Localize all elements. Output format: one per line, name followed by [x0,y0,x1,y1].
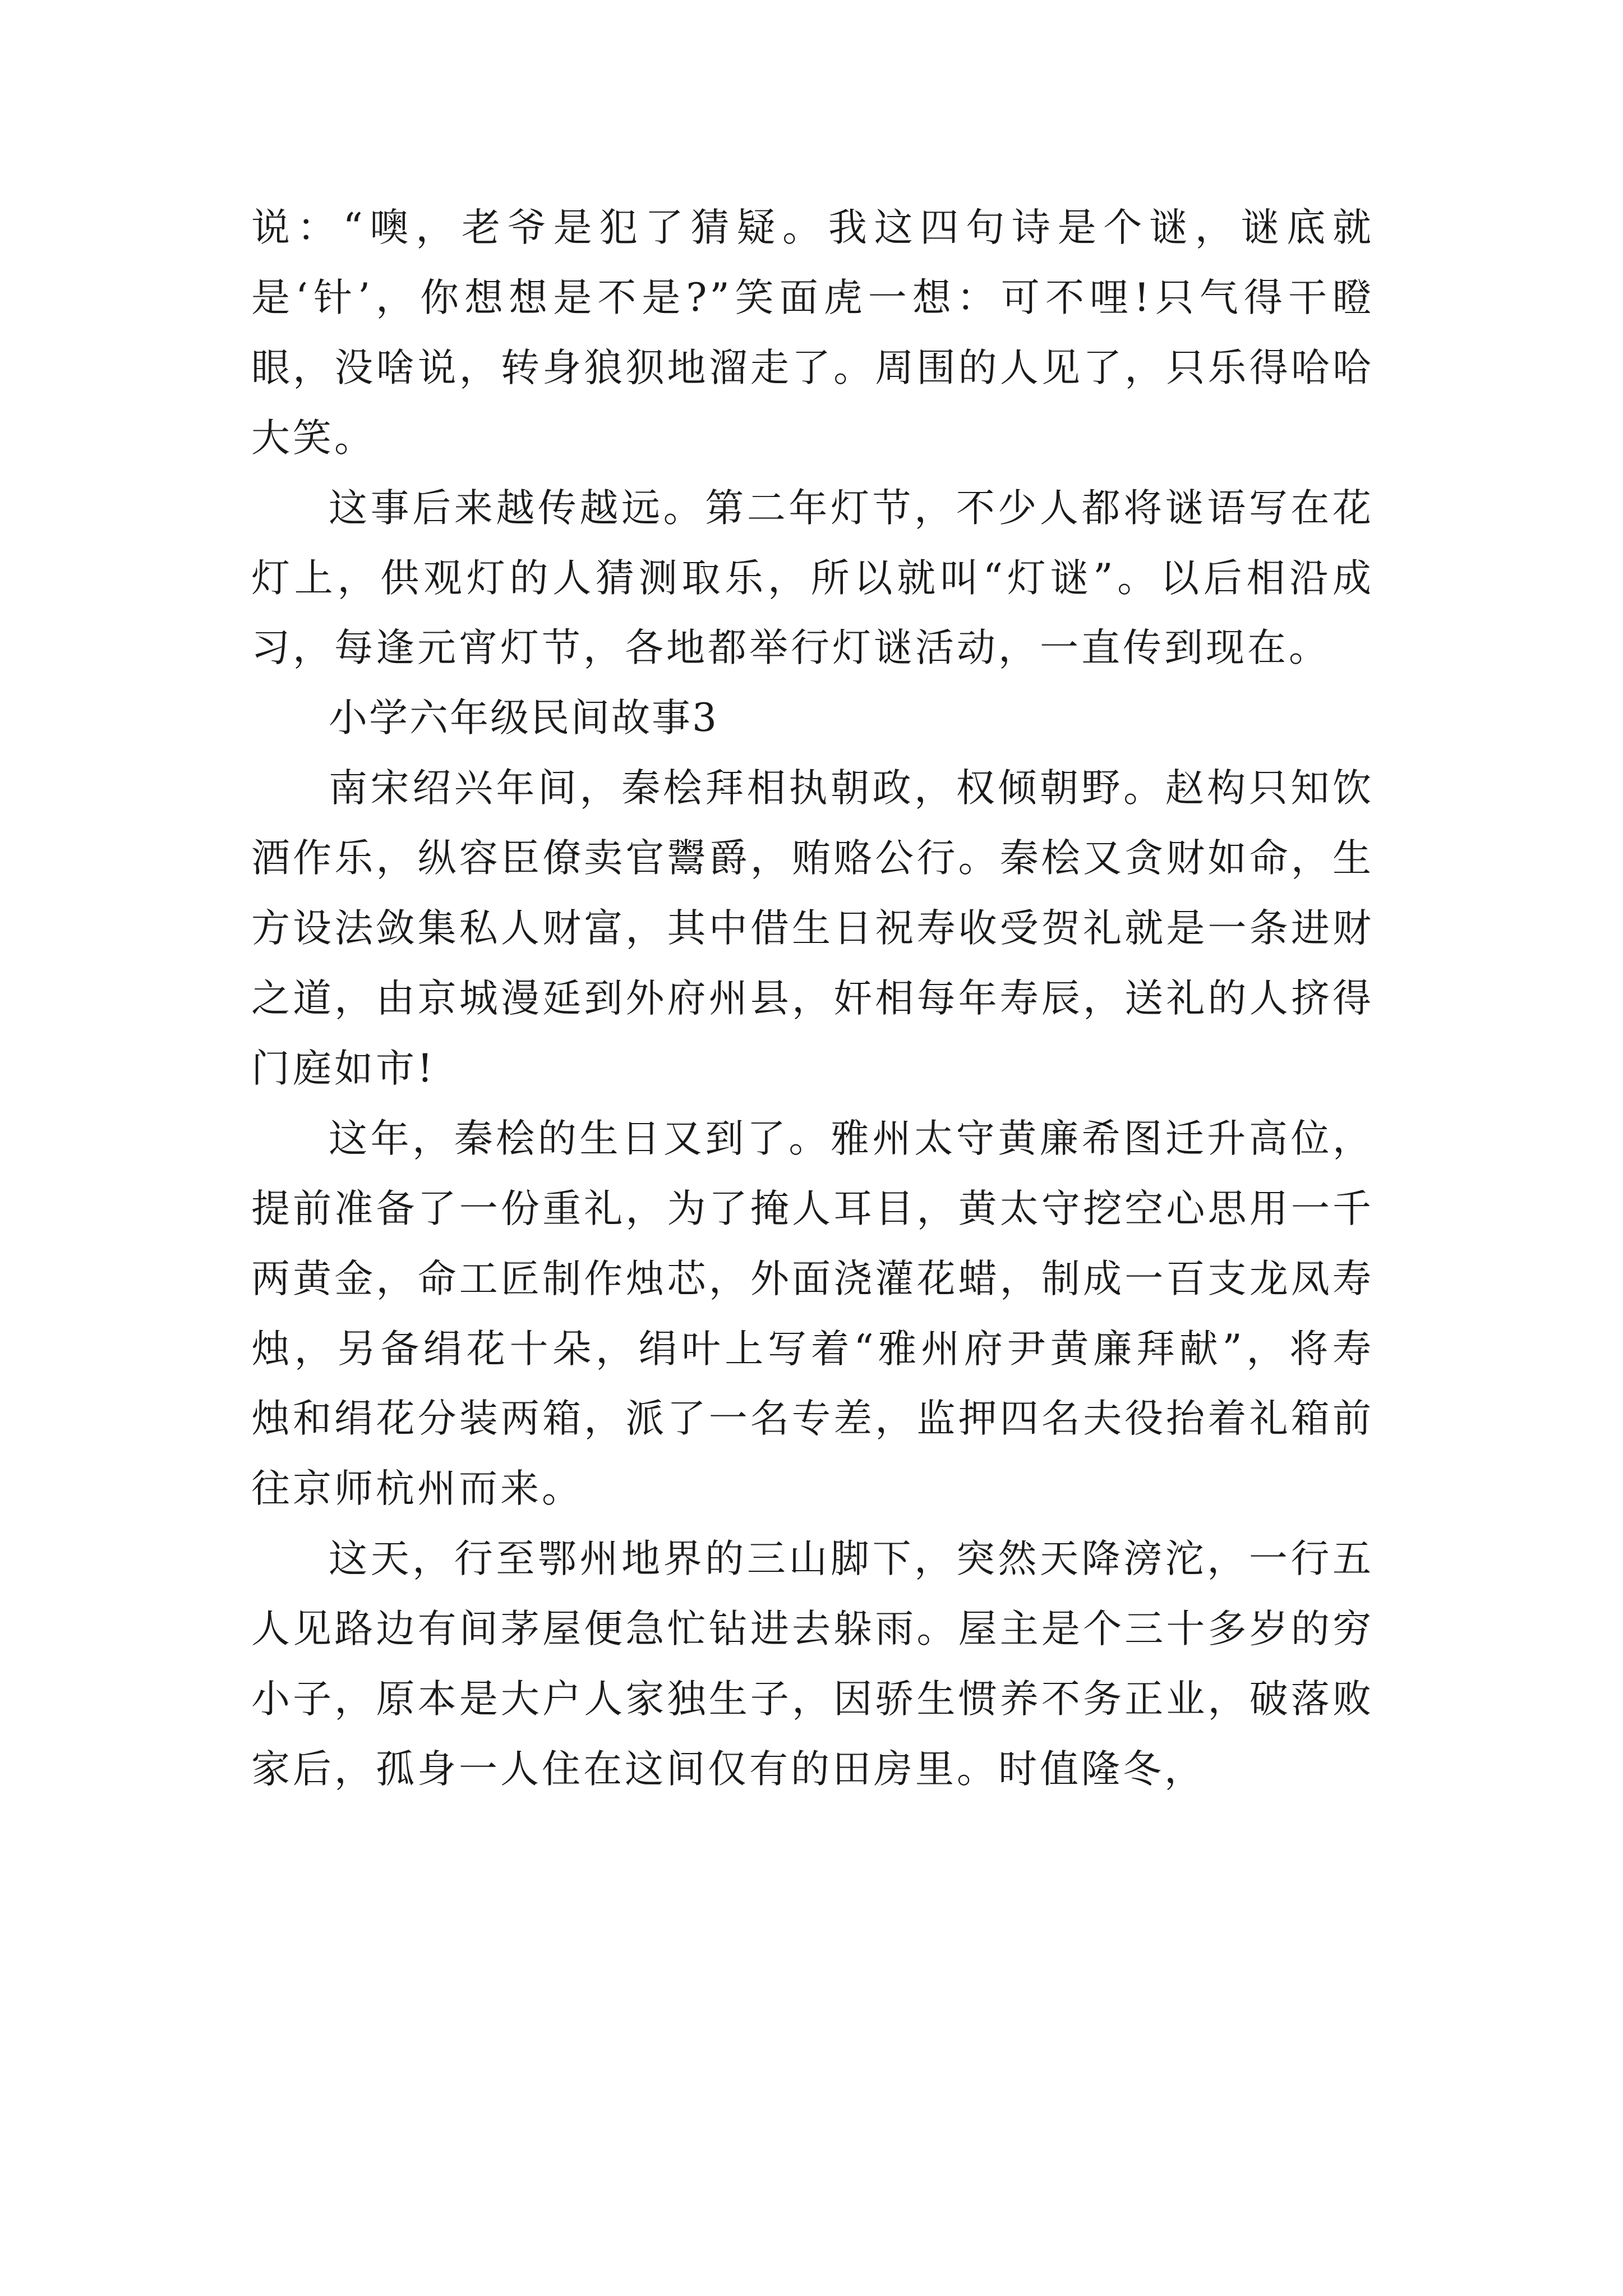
paragraph-story-ending: 说：“噢，老爷是犯了猜疑。我这四句诗是个谜，谜底就是‘针’，你想想是不是?”笑面虎一想：可不哩!只气得干瞪眼，没啥说，转身狼狈地溜走了。周围的人见了，只乐得哈哈大笑。 [251,205,1374,461]
section-heading: 小学六年级民间故事3 [329,696,718,741]
document-body [251,193,1374,1805]
paragraph-qin-hui-intro: 南宋绍兴年间，秦桧拜相执朝政，权倾朝野。赵构只知饮酒作乐，纵容臣僚卖官鬻爵，贿赂公行。秦桧又贪财如命，生方设法敛集私人财富，其中借生日祝寿收受贺礼就是一条进财之道，由京城漫延到外府州县，奸相每年寿辰，送礼的人挤得门庭如市! [251,766,1374,1091]
paragraph-lantern-riddle-origin: 这事后来越传越远。第二年灯节，不少人都将谜语写在花灯上，供观灯的人猜测取乐，所以就叫“灯谜”。以后相沿成习，每逢元宵灯节，各地都举行灯谜活动，一直传到现在。 [251,485,1374,671]
paragraph-huang-lian-gift: 这年，秦桧的生日又到了。雅州太守黄廉希图迁升高位，提前准备了一份重礼，为了掩人耳目，黄太守挖空心思用一千两黄金，命工匠制作烛芯，外面浇灌花蜡，制成一百支龙凤寿烛，另备绢花十朵，绢叶上写着“雅州府尹黄廉拜献”，将寿烛和绢花分装两箱，派了一名专差，监押四名夫役抬着礼箱前往京师杭州而来。 [251,1116,1374,1512]
paragraph-rain-shelter: 这天，行至鄂州地界的三山脚下，突然天降滂沱，一行五人见路边有间茅屋便急忙钻进去躲雨。屋主是个三十多岁的穷小子，原本是大户人家独生子，因骄生惯养不务正业，破落败家后，孤身一人住在这间仅有的田房里。时值隆冬， [251,1536,1374,1792]
